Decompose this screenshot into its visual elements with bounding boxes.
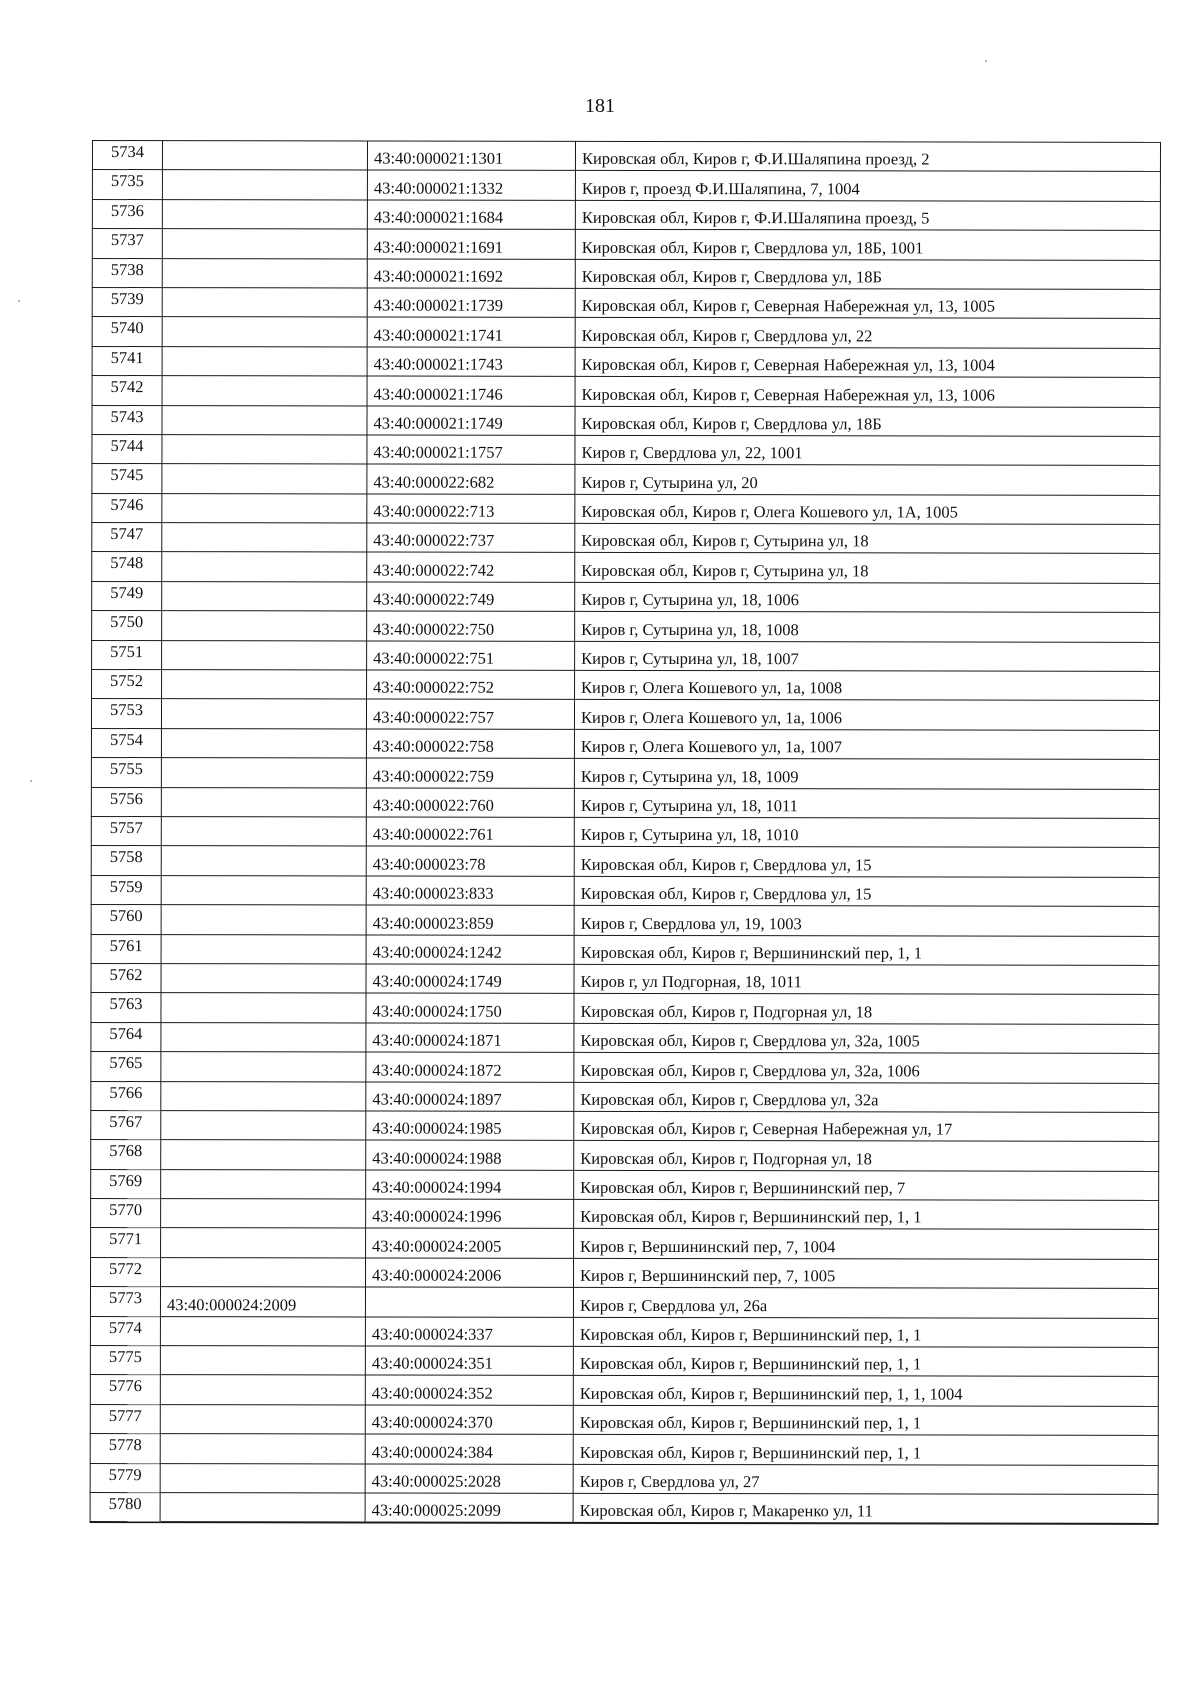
cadastral-number-cell-b: 43:40:000022:713 bbox=[367, 494, 575, 524]
row-number-cell: 5773 bbox=[90, 1287, 160, 1317]
cadastral-number-cell-b: 43:40:000021:1692 bbox=[367, 259, 575, 289]
cadastral-number-cell-b: 43:40:000022:682 bbox=[367, 464, 575, 494]
address-cell: Кировская обл, Киров г, Подгорная ул, 18 bbox=[574, 994, 1159, 1024]
table-row bbox=[92, 611, 1160, 642]
cadastral-number-cell-b: 43:40:000021:1757 bbox=[367, 435, 575, 465]
table-row bbox=[91, 1110, 1159, 1141]
address-cell: Кировская обл, Киров г, Северная Набережная ул, 13, 1005 bbox=[575, 288, 1160, 318]
table-row bbox=[91, 934, 1159, 965]
cadastral-number-cell-a: 43:40:000024:2009 bbox=[160, 1287, 365, 1317]
address-cell: Кировская обл, Киров г, Северная Набережная ул, 13, 1006 bbox=[575, 376, 1160, 406]
table-row bbox=[92, 141, 1160, 172]
row-number-cell: 5757 bbox=[91, 816, 161, 846]
cadastral-number-cell-b: 43:40:000024:384 bbox=[365, 1434, 573, 1464]
row-number-cell: 5761 bbox=[91, 934, 161, 964]
table-row bbox=[91, 728, 1159, 759]
cadastral-number-cell-b: 43:40:000024:1872 bbox=[366, 1052, 574, 1082]
cadastral-register-table bbox=[90, 140, 1161, 1525]
table-row bbox=[92, 170, 1160, 201]
table-row bbox=[91, 875, 1159, 906]
row-number-cell: 5734 bbox=[92, 141, 162, 171]
cadastral-number-cell-b: 43:40:000022:751 bbox=[367, 641, 575, 671]
address-cell: Кировская обл, Киров г, Подгорная ул, 18 bbox=[574, 1141, 1159, 1171]
cadastral-number-cell-a bbox=[161, 1169, 366, 1199]
address-cell: Киров г, Сутырина ул, 18, 1007 bbox=[575, 641, 1160, 671]
cadastral-number-cell-b: 43:40:000022:760 bbox=[366, 788, 574, 818]
row-number-cell: 5738 bbox=[92, 258, 162, 288]
table-row bbox=[90, 1316, 1158, 1347]
table-row bbox=[92, 405, 1160, 436]
cadastral-number-cell-b bbox=[365, 1287, 573, 1317]
address-cell: Кировская обл, Киров г, Свердлова ул, 32а, 1006 bbox=[574, 1052, 1159, 1082]
cadastral-number-cell-a bbox=[160, 1257, 365, 1287]
table-row bbox=[92, 346, 1160, 377]
table-row bbox=[90, 1257, 1158, 1288]
address-cell: Кировская обл, Киров г, Ф.И.Шаляпина проезд, 2 bbox=[575, 141, 1160, 171]
row-number-cell: 5742 bbox=[92, 376, 162, 406]
cadastral-number-cell-a bbox=[160, 1316, 365, 1346]
address-cell: Кировская обл, Киров г, Свердлова ул, 18Б, 1001 bbox=[575, 230, 1160, 260]
address-cell: Кировская обл, Киров г, Сутырина ул, 18 bbox=[575, 523, 1160, 553]
table-row bbox=[91, 1081, 1159, 1112]
address-cell: Кировская обл, Киров г, Вершининский пер, 1, 1 bbox=[573, 1435, 1158, 1465]
cadastral-number-cell-a bbox=[162, 523, 367, 553]
table-row bbox=[92, 493, 1160, 524]
cadastral-number-cell-a bbox=[162, 552, 367, 582]
table-row bbox=[91, 1022, 1159, 1053]
table-row bbox=[91, 787, 1159, 818]
cadastral-number-cell-b: 43:40:000025:2099 bbox=[365, 1493, 573, 1523]
table-row bbox=[91, 1140, 1159, 1171]
table-row bbox=[92, 464, 1160, 495]
cadastral-number-cell-a bbox=[162, 376, 367, 406]
address-cell: Кировская обл, Киров г, Северная Набережная ул, 17 bbox=[574, 1111, 1159, 1141]
cadastral-number-cell-a bbox=[162, 405, 367, 435]
cadastral-number-cell-b: 43:40:000022:737 bbox=[367, 523, 575, 553]
address-cell: Киров г, Свердлова ул, 26а bbox=[573, 1288, 1158, 1318]
table-row bbox=[91, 1228, 1159, 1259]
row-number-cell: 5777 bbox=[90, 1404, 160, 1434]
row-number-cell: 5774 bbox=[90, 1316, 160, 1346]
page-number: 181 bbox=[585, 95, 615, 117]
row-number-cell: 5736 bbox=[92, 199, 162, 229]
row-number-cell: 5735 bbox=[92, 170, 162, 200]
cadastral-number-cell-b: 43:40:000021:1739 bbox=[367, 288, 575, 318]
cadastral-number-cell-b: 43:40:000024:1988 bbox=[366, 1140, 574, 1170]
cadastral-number-cell-a bbox=[161, 846, 366, 876]
address-cell: Кировская обл, Киров г, Вершининский пер, 1, 1 bbox=[573, 1346, 1158, 1376]
table-row bbox=[91, 699, 1159, 730]
cadastral-number-cell-b: 43:40:000022:752 bbox=[367, 670, 575, 700]
address-cell: Кировская обл, Киров г, Ф.И.Шаляпина проезд, 5 bbox=[575, 200, 1160, 230]
table-row bbox=[91, 1052, 1159, 1083]
cadastral-number-cell-a bbox=[162, 199, 367, 229]
cadastral-number-cell-b: 43:40:000024:351 bbox=[365, 1346, 573, 1376]
cadastral-number-cell-a bbox=[161, 905, 366, 935]
cadastral-number-cell-b: 43:40:000025:2028 bbox=[365, 1464, 573, 1494]
address-cell: Киров г, Олега Кошевого ул, 1а, 1007 bbox=[574, 729, 1159, 759]
address-cell: Киров г, Свердлова ул, 22, 1001 bbox=[575, 435, 1160, 465]
row-number-cell: 5770 bbox=[91, 1199, 161, 1229]
row-number-cell: 5745 bbox=[92, 464, 162, 494]
cadastral-number-cell-a bbox=[162, 229, 367, 259]
cadastral-number-cell-b: 43:40:000021:1746 bbox=[367, 376, 575, 406]
cadastral-number-cell-a bbox=[161, 934, 366, 964]
cadastral-number-cell-a bbox=[161, 787, 366, 817]
row-number-cell: 5746 bbox=[92, 493, 162, 523]
address-cell: Киров г, Сутырина ул, 18, 1006 bbox=[575, 582, 1160, 612]
address-cell: Кировская обл, Киров г, Свердлова ул, 15 bbox=[574, 847, 1159, 877]
row-number-cell: 5748 bbox=[92, 552, 162, 582]
cadastral-number-cell-a bbox=[162, 464, 367, 494]
address-cell: Киров г, Вершининский пер, 7, 1005 bbox=[573, 1258, 1158, 1288]
row-number-cell: 5776 bbox=[90, 1375, 160, 1405]
row-number-cell: 5753 bbox=[91, 699, 161, 729]
table-row bbox=[90, 1463, 1158, 1494]
address-cell: Киров г, проезд Ф.И.Шаляпина, 7, 1004 bbox=[575, 171, 1160, 201]
address-cell: Киров г, Свердлова ул, 19, 1003 bbox=[574, 905, 1159, 935]
cadastral-number-cell-a bbox=[160, 1375, 365, 1405]
cadastral-number-cell-a bbox=[162, 141, 367, 171]
address-cell: Кировская обл, Киров г, Вершининский пер, 1, 1, 1004 bbox=[573, 1376, 1158, 1406]
cadastral-number-cell-b: 43:40:000024:2005 bbox=[366, 1228, 574, 1258]
cadastral-number-cell-b: 43:40:000024:1897 bbox=[366, 1081, 574, 1111]
row-number-cell: 5751 bbox=[92, 640, 162, 670]
row-number-cell: 5780 bbox=[90, 1492, 160, 1522]
cadastral-number-cell-b: 43:40:000024:1242 bbox=[366, 935, 574, 965]
table-row bbox=[91, 905, 1159, 936]
cadastral-number-cell-b: 43:40:000022:758 bbox=[366, 729, 574, 759]
table-row bbox=[90, 1346, 1158, 1377]
table-row bbox=[92, 287, 1160, 318]
cadastral-number-cell-b: 43:40:000024:337 bbox=[365, 1317, 573, 1347]
row-number-cell: 5740 bbox=[92, 317, 162, 347]
row-number-cell: 5779 bbox=[90, 1463, 160, 1493]
row-number-cell: 5764 bbox=[91, 1022, 161, 1052]
cadastral-number-cell-b: 43:40:000022:742 bbox=[367, 552, 575, 582]
cadastral-number-cell-a bbox=[160, 1493, 365, 1523]
cadastral-number-cell-b: 43:40:000023:859 bbox=[366, 905, 574, 935]
cadastral-number-cell-b: 43:40:000024:2006 bbox=[365, 1258, 573, 1288]
table-row bbox=[92, 581, 1160, 612]
address-cell: Кировская обл, Киров г, Олега Кошевого ул, 1А, 1005 bbox=[575, 494, 1160, 524]
cadastral-number-cell-a bbox=[161, 964, 366, 994]
cadastral-number-cell-a bbox=[161, 875, 366, 905]
cadastral-number-cell-b: 43:40:000022:759 bbox=[366, 758, 574, 788]
cadastral-number-cell-a bbox=[162, 258, 367, 288]
address-cell: Кировская обл, Киров г, Сутырина ул, 18 bbox=[575, 553, 1160, 583]
row-number-cell: 5769 bbox=[91, 1169, 161, 1199]
cadastral-number-cell-a bbox=[162, 640, 367, 670]
address-cell: Кировская обл, Киров г, Северная Набережная ул, 13, 1004 bbox=[575, 347, 1160, 377]
cadastral-number-cell-b: 43:40:000021:1691 bbox=[367, 229, 575, 259]
cadastral-number-cell-a bbox=[162, 170, 367, 200]
cadastral-number-cell-b: 43:40:000024:352 bbox=[365, 1375, 573, 1405]
cadastral-number-cell-b: 43:40:000022:757 bbox=[366, 699, 574, 729]
row-number-cell: 5772 bbox=[90, 1257, 160, 1287]
address-cell: Кировская обл, Киров г, Вершининский пер, 1, 1 bbox=[573, 1405, 1158, 1435]
address-cell: Киров г, Сутырина ул, 18, 1008 bbox=[575, 612, 1160, 642]
row-number-cell: 5750 bbox=[92, 611, 162, 641]
table-row bbox=[90, 1492, 1158, 1523]
address-cell: Кировская обл, Киров г, Свердлова ул, 32а bbox=[574, 1082, 1159, 1112]
address-cell: Кировская обл, Киров г, Свердлова ул, 22 bbox=[575, 318, 1160, 348]
row-number-cell: 5771 bbox=[91, 1228, 161, 1258]
table-row bbox=[92, 552, 1160, 583]
row-number-cell: 5737 bbox=[92, 229, 162, 259]
row-number-cell: 5762 bbox=[91, 963, 161, 993]
cadastral-number-cell-b: 43:40:000022:761 bbox=[366, 817, 574, 847]
cadastral-number-cell-a bbox=[161, 1022, 366, 1052]
cadastral-number-cell-a bbox=[161, 1081, 366, 1111]
table-row bbox=[91, 963, 1159, 994]
cadastral-number-cell-a bbox=[161, 993, 366, 1023]
table-row bbox=[91, 993, 1159, 1024]
address-cell: Киров г, ул Подгорная, 18, 1011 bbox=[574, 964, 1159, 994]
row-number-cell: 5744 bbox=[92, 434, 162, 464]
cadastral-number-cell-b: 43:40:000021:1743 bbox=[367, 347, 575, 377]
table-row bbox=[90, 1287, 1158, 1318]
table-row bbox=[91, 846, 1159, 877]
row-number-cell: 5767 bbox=[91, 1110, 161, 1140]
scan-speck bbox=[985, 60, 987, 62]
cadastral-number-cell-a bbox=[162, 346, 367, 376]
table-row bbox=[92, 670, 1160, 701]
row-number-cell: 5775 bbox=[90, 1346, 160, 1376]
row-number-cell: 5766 bbox=[91, 1081, 161, 1111]
row-number-cell: 5747 bbox=[92, 523, 162, 553]
address-cell: Кировская обл, Киров г, Свердлова ул, 18Б bbox=[575, 406, 1160, 436]
row-number-cell: 5756 bbox=[91, 787, 161, 817]
cadastral-number-cell-b: 43:40:000024:1749 bbox=[366, 964, 574, 994]
row-number-cell: 5754 bbox=[91, 728, 161, 758]
address-cell: Кировская обл, Киров г, Вершининский пер, 1, 1 bbox=[574, 1199, 1159, 1229]
cadastral-number-cell-a bbox=[161, 1228, 366, 1258]
table-row bbox=[91, 758, 1159, 789]
cadastral-number-cell-a bbox=[160, 1463, 365, 1493]
address-cell: Кировская обл, Киров г, Свердлова ул, 15 bbox=[574, 876, 1159, 906]
table-row bbox=[90, 1434, 1158, 1465]
address-cell: Кировская обл, Киров г, Вершининский пер, 7 bbox=[574, 1170, 1159, 1200]
cadastral-number-cell-a bbox=[161, 1052, 366, 1082]
cadastral-number-cell-a bbox=[161, 699, 366, 729]
table-row bbox=[92, 258, 1160, 289]
cadastral-number-cell-b: 43:40:000024:1871 bbox=[366, 1023, 574, 1053]
row-number-cell: 5741 bbox=[92, 346, 162, 376]
cadastral-number-cell-b: 43:40:000022:750 bbox=[367, 611, 575, 641]
table-row bbox=[92, 523, 1160, 554]
table-row bbox=[90, 1404, 1158, 1435]
register-body bbox=[90, 141, 1160, 1524]
table-row bbox=[90, 1375, 1158, 1406]
row-number-cell: 5755 bbox=[91, 758, 161, 788]
cadastral-number-cell-a bbox=[162, 493, 367, 523]
cadastral-number-cell-a bbox=[161, 1199, 366, 1229]
cadastral-number-cell-a bbox=[160, 1346, 365, 1376]
row-number-cell: 5760 bbox=[91, 905, 161, 935]
cadastral-number-cell-a bbox=[161, 817, 366, 847]
address-cell: Киров г, Свердлова ул, 27 bbox=[573, 1464, 1158, 1494]
cadastral-number-cell-a bbox=[162, 435, 367, 465]
cadastral-number-cell-b: 43:40:000023:833 bbox=[366, 876, 574, 906]
cadastral-number-cell-b: 43:40:000024:1985 bbox=[366, 1111, 574, 1141]
address-cell: Киров г, Вершининский пер, 7, 1004 bbox=[574, 1229, 1159, 1259]
cadastral-number-cell-a bbox=[160, 1404, 365, 1434]
row-number-cell: 5752 bbox=[92, 670, 162, 700]
address-cell: Киров г, Сутырина ул, 20 bbox=[575, 465, 1160, 495]
address-cell: Киров г, Сутырина ул, 18, 1010 bbox=[574, 817, 1159, 847]
cadastral-number-cell-b: 43:40:000021:1684 bbox=[367, 200, 575, 230]
table-row bbox=[91, 1199, 1159, 1230]
address-cell: Кировская обл, Киров г, Вершининский пер, 1, 1 bbox=[574, 935, 1159, 965]
cadastral-number-cell-b: 43:40:000024:1996 bbox=[366, 1199, 574, 1229]
address-cell: Киров г, Олега Кошевого ул, 1а, 1006 bbox=[574, 700, 1159, 730]
cadastral-number-cell-b: 43:40:000024:370 bbox=[365, 1405, 573, 1435]
scan-speck bbox=[18, 300, 20, 302]
cadastral-number-cell-b: 43:40:000024:1994 bbox=[366, 1170, 574, 1200]
cadastral-number-cell-a bbox=[161, 728, 366, 758]
cadastral-number-cell-a bbox=[162, 317, 367, 347]
address-cell: Киров г, Сутырина ул, 18, 1011 bbox=[574, 788, 1159, 818]
cadastral-number-cell-a bbox=[161, 1140, 366, 1170]
address-cell: Кировская обл, Киров г, Макаренко ул, 11 bbox=[573, 1493, 1158, 1523]
row-number-cell: 5749 bbox=[92, 581, 162, 611]
address-cell: Киров г, Сутырина ул, 18, 1009 bbox=[574, 759, 1159, 789]
cadastral-number-cell-b: 43:40:000022:749 bbox=[367, 582, 575, 612]
address-cell: Кировская обл, Киров г, Свердлова ул, 32а, 1005 bbox=[574, 1023, 1159, 1053]
table-row bbox=[91, 816, 1159, 847]
cadastral-number-cell-a bbox=[161, 758, 366, 788]
row-number-cell: 5739 bbox=[92, 287, 162, 317]
cadastral-number-cell-a bbox=[162, 581, 367, 611]
row-number-cell: 5758 bbox=[91, 846, 161, 876]
cadastral-number-cell-b: 43:40:000023:78 bbox=[366, 846, 574, 876]
address-cell: Киров г, Олега Кошевого ул, 1а, 1008 bbox=[575, 670, 1160, 700]
table-row bbox=[92, 317, 1160, 348]
table-row bbox=[92, 229, 1160, 260]
cadastral-number-cell-a bbox=[162, 288, 367, 318]
row-number-cell: 5778 bbox=[90, 1434, 160, 1464]
cadastral-number-cell-b: 43:40:000021:1301 bbox=[367, 141, 575, 171]
table-row bbox=[92, 434, 1160, 465]
cadastral-number-cell-a bbox=[162, 670, 367, 700]
cadastral-number-cell-b: 43:40:000021:1332 bbox=[367, 170, 575, 200]
row-number-cell: 5763 bbox=[91, 993, 161, 1023]
address-cell: Кировская обл, Киров г, Вершининский пер, 1, 1 bbox=[573, 1317, 1158, 1347]
table-row bbox=[92, 199, 1160, 230]
address-cell: Кировская обл, Киров г, Свердлова ул, 18Б bbox=[575, 259, 1160, 289]
row-number-cell: 5768 bbox=[91, 1140, 161, 1170]
cadastral-number-cell-a bbox=[161, 1111, 366, 1141]
table-row bbox=[92, 376, 1160, 407]
cadastral-number-cell-b: 43:40:000021:1749 bbox=[367, 405, 575, 435]
cadastral-number-cell-b: 43:40:000024:1750 bbox=[366, 993, 574, 1023]
cadastral-number-cell-b: 43:40:000021:1741 bbox=[367, 317, 575, 347]
row-number-cell: 5759 bbox=[91, 875, 161, 905]
cadastral-number-cell-a bbox=[160, 1434, 365, 1464]
scan-speck bbox=[30, 780, 32, 782]
row-number-cell: 5765 bbox=[91, 1052, 161, 1082]
table-row bbox=[92, 640, 1160, 671]
table-row bbox=[91, 1169, 1159, 1200]
row-number-cell: 5743 bbox=[92, 405, 162, 435]
cadastral-number-cell-a bbox=[162, 611, 367, 641]
